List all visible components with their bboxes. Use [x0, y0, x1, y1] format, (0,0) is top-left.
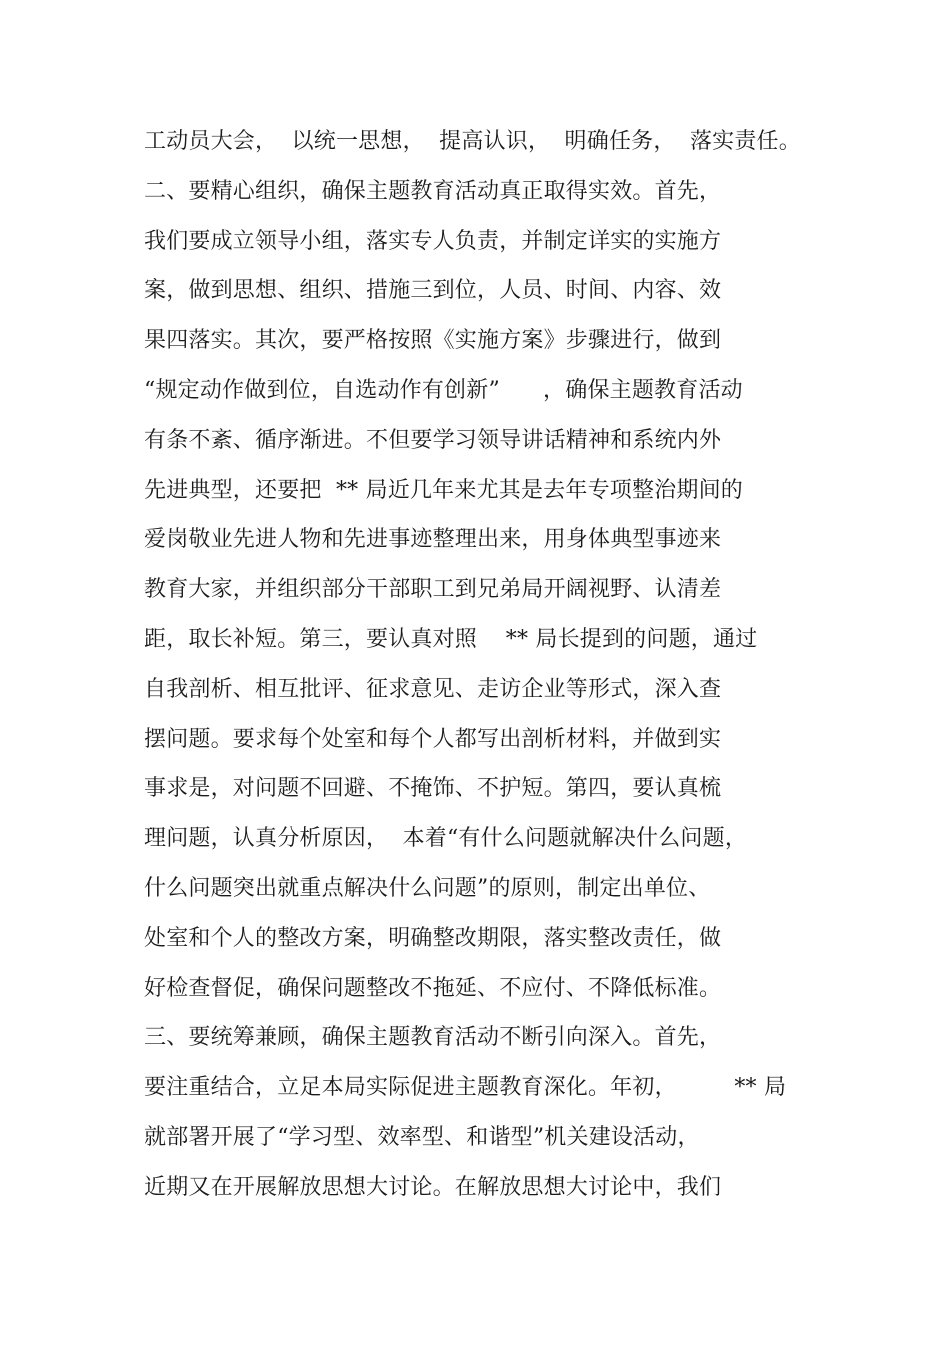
text-line-5: 果四落实。其次，要严格按照《实施方案》步骤进行，做到	[144, 328, 722, 354]
body-text	[144, 117, 844, 1213]
text-line-14: 事求是，对问题不回避、不掩饰、不护短。第四，要认真梳	[144, 776, 722, 802]
text-line-22: 近期又在开展解放思想大讨论。在解放思想大讨论中，我们	[144, 1174, 722, 1200]
text-line-7: 有条不紊、循序渐进。不但要学习领导讲话精神和系统内外	[144, 427, 722, 453]
text-line-12: 自我剖析、相互批评、征求意见、走访企业等形式，深入查	[144, 676, 722, 702]
text-line-16: 什么问题突出就重点解决什么问题”的原则，制定出单位、	[144, 875, 711, 901]
text-line-19: 三、要统筹兼顾，确保主题教育活动不断引向深入。首先，	[144, 1025, 722, 1051]
text-line-4: 案，做到思想、组织、措施三到位，人员、时间、内容、效	[144, 278, 722, 304]
text-line-2: 二、要精心组织，确保主题教育活动真正取得实效。首先，	[144, 178, 722, 204]
text-line-9: 爱岗敬业先进人物和先进事迹整理出来，用身体典型事迹来	[144, 527, 722, 553]
text-line-17: 处室和个人的整改方案，明确整改期限，落实整改责任，做	[144, 925, 722, 951]
text-line-10: 教育大家，并组织部分干部职工到兄弟局开阔视野、认清差	[144, 577, 722, 603]
text-line-21: 就部署开展了“学习型、效率型、和谐型”机关建设活动，	[144, 1124, 700, 1150]
text-line-18: 好检查督促，确保问题整改不拖延、不应付、不降低标准。	[144, 975, 722, 1001]
text-line-6: “规定动作做到位，自选动作有创新” ，确保主题教育活动	[144, 377, 743, 403]
text-line-13: 摆问题。要求每个处室和每个人都写出剖析材料，并做到实	[144, 726, 722, 752]
text-line-1: 工动员大会， 以统一思想， 提高认识， 明确任务， 落实责任。	[144, 129, 801, 154]
text-line-11: 距，取长补短。第三，要认真对照 ** 局长提到的问题，通过	[144, 626, 758, 652]
text-line-20: 要注重结合，立足本局实际促进主题教育深化。年初， ** 局	[144, 1075, 787, 1101]
text-line-8: 先进典型，还要把 ** 局近几年来尤其是去年专项整治期间的	[144, 477, 743, 503]
text-line-15: 理问题，认真分析原因， 本着“有什么问题就解决什么问题，	[144, 826, 748, 852]
text-line-3: 我们要成立领导小组，落实专人负责，并制定详实的实施方	[144, 228, 722, 254]
